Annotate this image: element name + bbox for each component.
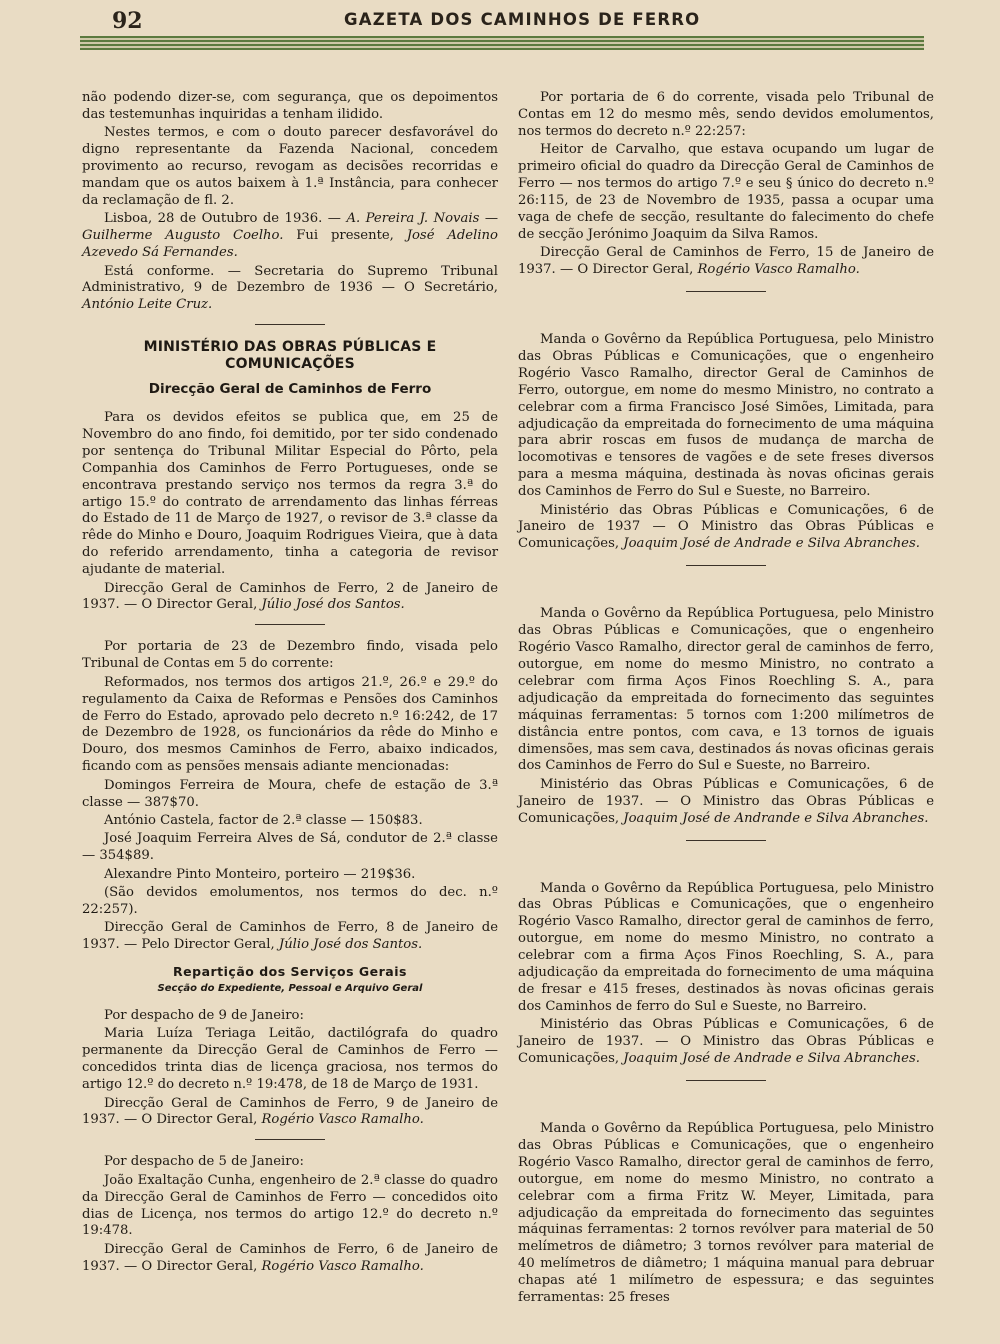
paragraph: Por despacho de 9 de Janeiro: [104,1008,304,1023]
paragraph: Manda o Govêrno da República Portuguesa, pelo Ministro das Obras Públicas e Comunicações, que o engenheiro Rogério Vasco Ramalho, director geral de caminhos de ferro, outorgue, em nome do mesmo Ministro, no contrato a celebrar com a firma Fritz W. Meyer, Limitada, para adjudicação da empreitada do fornecimento das seguintes máquinas ferramentas: 2 tornos revólver para material de 50 melímetros de diâmetro; 3 tornos revólver para material de 40 melímetros de diâmetro; 1 máquina manual para debruar chapas até 1 milímetro de espessura; e das seguintes ferramentas: 25 freses [518,1121,934,1306]
pension-item: Domingos Ferreira de Moura, chefe de estação de 3.ª classe — 387$70. [82,777,498,810]
section-separator [255,1139,325,1140]
left-column [82,90,498,1277]
paragraph: Ministério das Obras Públicas e Comunicações, 6 de Janeiro de 1937. — O Ministro das Obras Públicas e Comunicações, Joaquim José de Andrande e Silva Abranches. [518,776,934,826]
paragraph: Direcção Geral de Caminhos de Ferro, 6 de Janeiro de 1937. — O Director Geral, Rogério Vasco Ramalho. [82,1241,498,1274]
header-rule-right [520,36,924,50]
paragraph: não podendo dizer-se, com segurança, que os depoimentos das testemunhas inquiridas a tenham ilidido. [82,90,498,122]
section-separator [686,840,766,841]
paragraph: Por portaria de 6 do corrente, visada pelo Tribunal de Contas em 12 do mesmo mês, sendo devidos emolumentos, nos termos do decreto n.º 22:257: [518,90,934,139]
paragraph: Reformados, nos termos dos artigos 21.º, 26.º e 29.º do regulamento da Caixa de Reformas e Pensões dos Caminhos de Ferro do Estado, aprovado pelo decreto n.º 16:242, de 17 de Dezembro de 1928, os funcionários da rêde do Minho e Douro, dos mesmos Caminhos de Ferro, abaixo indicados, ficando com as pensões mensais adiante mencionadas: [82,674,498,775]
paragraph: Direcção Geral de Caminhos de Ferro, 9 de Janeiro de 1937. — O Director Geral, Rogério Vasco Ramalho. [82,1095,498,1128]
header-rule-left [80,36,520,50]
section-subheading: Secção do Expediente, Pessoal e Arquivo Geral [157,983,423,995]
paragraph: Maria Luíza Teriaga Leitão, dactilógrafa do quadro permanente da Direcção Geral de Caminhos de Ferro — concedidos trinta dias de licença graciosa, nos termos do artigo 12.º do decreto n.º 19:478, de 18 de Março de 1931. [82,1026,498,1093]
paragraph: (São devidos emolumentos, nos termos do dec. n.º 22:257). [82,885,498,917]
direction-heading: Direcção Geral de Caminhos de Ferro [148,381,432,398]
section-separator [255,324,325,325]
section-separator [255,624,325,625]
section-separator [686,291,766,292]
paragraph: Lisboa, 28 de Outubro de 1936. — A. Pereira J. Novais — Guilherme Augusto Coelho. Fui presente, José Adelino Azevedo Sá Fernandes. [82,211,499,261]
repartition-heading: Repartição dos Serviços Gerais [173,964,407,980]
paragraph: Manda o Govêrno da República Portuguesa, pelo Ministro das Obras Públicas e Comunicações, que o engenheiro Rogério Vasco Ramalho, director Geral de Caminhos de Ferro, outorgue, em nome do mesmo Ministro, no contrato a celebrar com a firma Francisco José Simões, Limitada, para adjudicação da empreitada do fornecimento de uma máquina para abrir roscas em fusos de mudança de marcha de locomotivas e tensores de vagões e de sete freses diversos para a mesma máquina, destinada às novas oficinas gerais dos Caminhos de Ferro do Sul e Sueste, no Barreiro. [518,331,934,500]
paragraph: Por despacho de 5 de Janeiro: [104,1154,304,1170]
right-column [518,90,934,1308]
paragraph: Ministério das Obras Públicas e Comunicações, 6 de Janeiro de 1937. — O Ministro das Obras Públicas e Comunicações, Joaquim José de Andrade e Silva Abranches. [518,1017,934,1067]
pension-item: António Castela, factor de 2.ª classe — 150$83. [104,812,423,828]
paragraph: Direcção Geral de Caminhos de Ferro, 2 de Janeiro de 1937. — O Director Geral, Júlio José dos Santos. [82,580,498,613]
paragraph: Direcção Geral de Caminhos de Ferro, 8 de Janeiro de 1937. — Pelo Director Geral, Júlio José dos Santos. [82,920,498,953]
pension-item: José Joaquim Ferreira Alves de Sá, condutor de 2.ª classe — 354$89. [82,831,498,864]
section-separator [686,565,766,566]
paragraph: Ministério das Obras Públicas e Comunicações, 6 de Janeiro de 1937 — O Ministro das Obras Públicas e Comunicações, Joaquim José de Andrade e Silva Abranches. [518,502,934,552]
paragraph: Está conforme. — Secretaria do Supremo Tribunal Administrativo, 9 de Dezembro de 1936 — O Secretário, António Leite Cruz. [82,263,498,313]
paragraph: João Exaltação Cunha, engenheiro de 2.ª classe do quadro da Direcção Geral de Caminhos de Ferro — concedidos oito dias de Licença, nos termos do artigo 12.º do decreto n.º 19:478. [82,1172,498,1239]
paragraph: Direcção Geral de Caminhos de Ferro, 15 de Janeiro de 1937. — O Director Geral, Rogério Vasco Ramalho. [518,245,934,278]
pension-item: Alexandre Pinto Monteiro, porteiro — 219$36. [104,866,416,882]
paragraph: Manda o Govêrno da República Portuguesa, pelo Ministro das Obras Públicas e Comunicações, que o engenheiro Rogério Vasco Ramalho, director geral de caminhos de ferro, outorgue, em nome do mesmo Ministro, no contrato a celebrar com firma Aços Finos Roechling S. A., para adjudicação da empreitada do fornecimento das seguintes máquinas ferramentas: 5 tornos com 1:200 milímetros de distância entre pontos, com cava, e 13 tornos de iguais dimensões, mas sem cava, destinados ás novas oficinas gerais dos Caminhos de Ferro do Sul e Sueste, no Barreiro. [518,606,934,774]
paragraph: Manda o Govêrno da República Portuguesa, pelo Ministro das Obras Públicas e Comunicações, que o engenheiro Rogério Vasco Ramalho, director geral de caminhos de ferro, outorgue, em nome do mesmo Ministro, no contrato a celebrar com a firma Aços Finos Roechling, S. A., para adjudicação da empreitada do fornecimento de uma máquina de fresar e 415 freses, destinados às novas oficinas gerais dos Caminhos de ferro do Sul e Sueste, no Barreiro. [518,880,934,1014]
ministry-heading: MINISTÉRIO DAS OBRAS PÚBLICAS E COMUNICAÇÕES [143,339,437,373]
paragraph: Nestes termos, e com o douto parecer desfavorável do digno representante da Fazenda Nacional, concedem provimento ao recurso, revogam as decisões recorridas e mandam que os autos baixem à 1.ª Instância, para conhecer da reclamação de fl. 2. [82,125,498,208]
paragraph: Por portaria de 23 de Dezembro findo, visada pelo Tribunal de Contas em 5 do corrente: [82,639,498,672]
paragraph: Para os devidos efeitos se publica que, em 25 de Novembro do ano findo, foi demitido, por ter sido condenado por sentença do Tribunal Militar Especial do Pôrto, pela Companhia dos Caminhos de Ferro Portugueses, onde se encontrava prestando serviço nos termos da regra 3.ª do artigo 15.º do contrato de arrendamento das linhas férreas do Estado de 11 de Março de 1927, o revisor de 3.ª classe da rêde do Minho e Douro, Joaquim Rodrigues Vieira, que à data do referido arrendamento, tinha a categoria de revisor ajudante de material. [82,410,498,578]
section-separator [686,1080,766,1081]
journal-title: GAZETA DOS CAMINHOS DE FERRO [344,10,701,29]
page-number: 92 [112,8,143,34]
paragraph: Heitor de Carvalho, que estava ocupando um lugar de primeiro oficial do quadro da Direcção Geral de Caminhos de Ferro — nos termos do artigo 7.º e seu § único do decreto n.º 26:115, de 23 de Novembro de 1935, passa a ocupar uma vaga de chefe de secção, resultante do falecimento do chefe de secção Jerónimo Joaquim da Silva Ramos. [518,142,934,242]
page-header [0,0,1000,60]
